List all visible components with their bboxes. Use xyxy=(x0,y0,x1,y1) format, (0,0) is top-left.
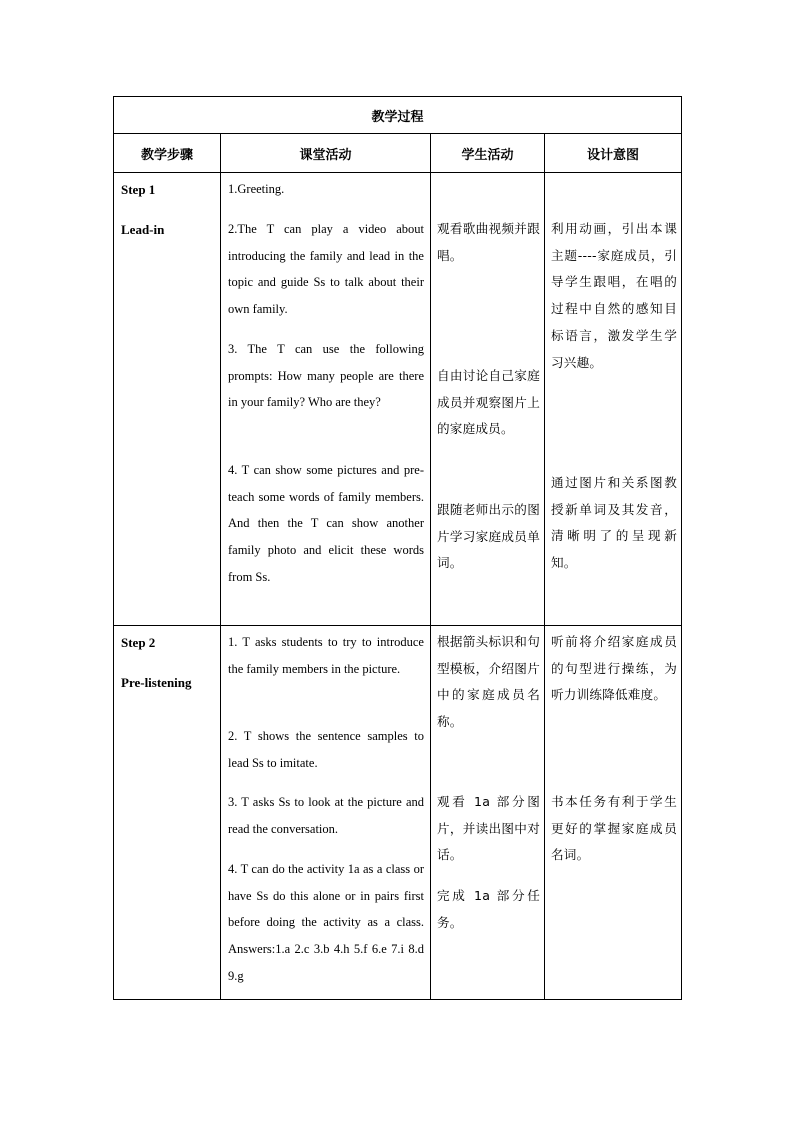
student-activity-text: 根据箭头标识和句型模板，介绍图片中的家庭成员名称。 xyxy=(437,634,540,730)
student-activity-text: 观看 1a 部分图片，并读出图中对话。 xyxy=(437,794,540,863)
activity-text: 3. T asks Ss to look at the picture and read the conversation. xyxy=(228,795,424,836)
student-activity-text: 完成 1a 部分任务。 xyxy=(437,888,540,930)
activity-text: 3. The T can use the following prompts: How many people are there in your family? Who are they? xyxy=(228,342,424,410)
design-intent-text: 通过图片和关系图教授新单词及其发音，清晰明了的呈现新知。 xyxy=(551,475,678,571)
header-design-intent: 设计意图 xyxy=(545,134,682,173)
activity-cell xyxy=(221,173,431,626)
activity-text: 4. T can do the activity 1a as a class or have Ss do this alone or in pairs first before doing the activity as a class. Answers:1.a 2.c 3.b 4.h 5.f 6.e 7.i 8.d 9.g xyxy=(228,862,424,983)
step-number: Step 2 xyxy=(121,635,156,650)
table-title: 教学过程 xyxy=(114,97,682,134)
activity-cell xyxy=(221,626,431,1000)
header-class-activity: 课堂活动 xyxy=(221,134,431,173)
stage-name: Lead-in xyxy=(121,222,165,237)
design-intent-cell xyxy=(545,173,682,626)
student-activity-text: 观看歌曲视频并跟唱。 xyxy=(437,221,540,263)
student-activity-text: 跟随老师出示的图片学习家庭成员单词。 xyxy=(437,502,540,571)
activity-text: 2. T shows the sentence samples to lead Ss to imitate. xyxy=(228,729,424,770)
step-cell xyxy=(114,173,221,626)
stage-name: Pre-listening xyxy=(121,675,192,690)
teaching-process-table xyxy=(113,96,682,1000)
step-number: Step 1 xyxy=(121,182,156,197)
header-student-activity: 学生活动 xyxy=(431,134,545,173)
header-teaching-steps: 教学步骤 xyxy=(114,134,221,173)
design-intent-text: 听前将介绍家庭成员的句型进行操练，为听力训练降低难度。 xyxy=(551,634,678,703)
student-activity-cell xyxy=(431,173,545,626)
activity-text: 4. T can show some pictures and pre-teach some words of family members. And then the T can show another family photo and elicit these words from Ss. xyxy=(228,463,424,584)
design-intent-text: 书本任务有利于学生更好的掌握家庭成员名词。 xyxy=(551,794,678,863)
activity-text: 1.Greeting. xyxy=(228,182,285,196)
table-row xyxy=(114,173,682,626)
table-row xyxy=(114,626,682,1000)
design-intent-text: 利用动画，引出本课主题----家庭成员，引导学生跟唱，在唱的过程中自然的感知目标语言，激发学生学习兴趣。 xyxy=(551,221,678,370)
student-activity-text: 自由讨论自己家庭成员并观察图片上的家庭成员。 xyxy=(437,368,540,437)
activity-text: 1. T asks students to try to introduce the family members in the picture. xyxy=(228,635,424,676)
step-cell xyxy=(114,626,221,1000)
design-intent-cell xyxy=(545,626,682,1000)
student-activity-cell xyxy=(431,626,545,1000)
activity-text: 2.The T can play a video about introducing the family and lead in the topic and guide Ss to talk about their own family. xyxy=(228,222,424,317)
